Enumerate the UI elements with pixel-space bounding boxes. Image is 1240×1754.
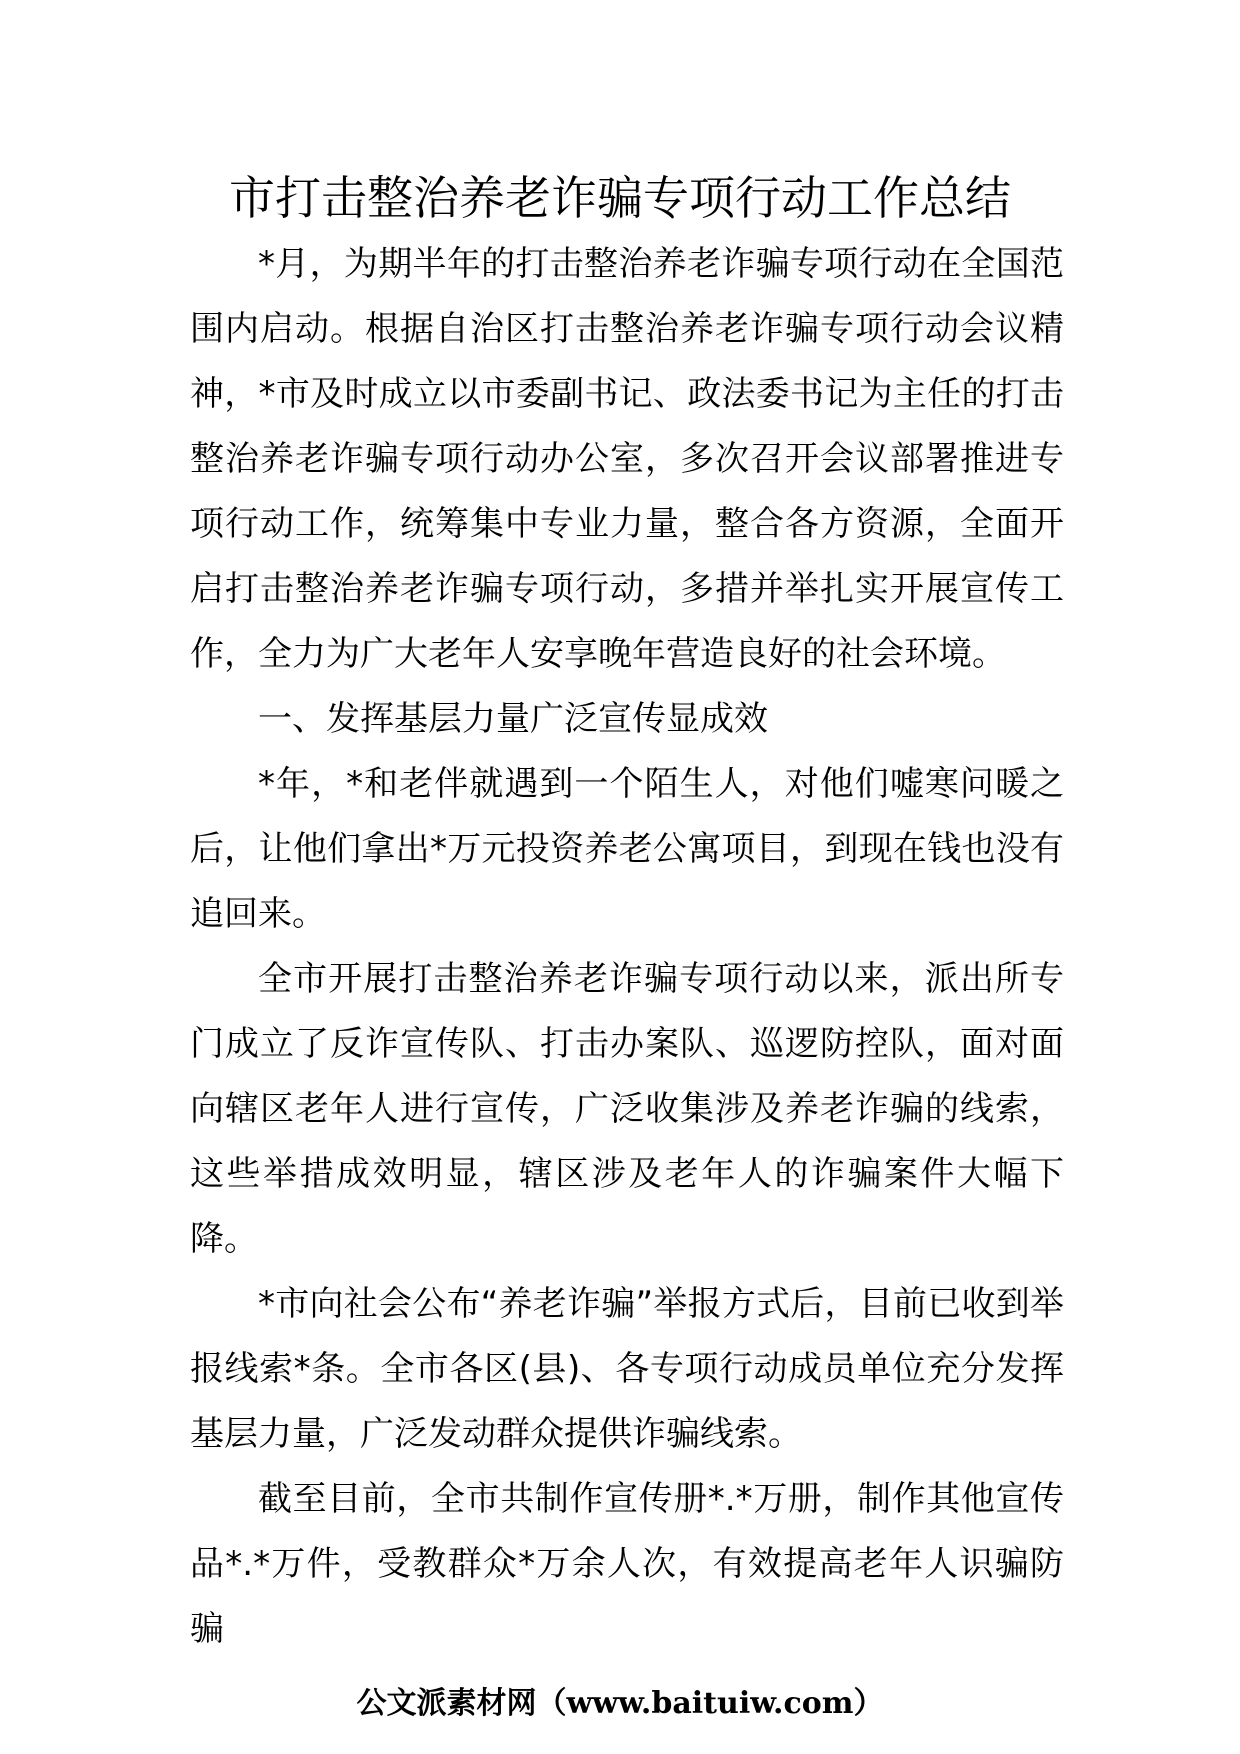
paragraph-intro: *月，为期半年的打击整治养老诈骗专项行动在全国范围内启动。根据自治区打击整治养老诈骗专项行动会议精神，*市及时成立以市委副书记、政法委书记为主任的打击整治养老诈骗专项行动办公室，多次召开会议部署推进专项行动工作，统筹集中专业力量，整合各方资源，全面开启打击整治养老诈骗专项行动，多措并举扎实开展宣传工作，全力为广大老年人安享晚年营造良好的社会环境。 [190,244,1064,674]
document-title: 市打击整治养老诈骗专项行动工作总结 [229,171,1011,225]
section-heading-1: 一、发挥基层力量广泛宣传显成效 [258,699,768,739]
paragraph-report-clues: *市向社会公布“养老诈骗”举报方式后，目前已收到举报线索*条。全市各区(县)、各专项行动成员单位充分发挥基层力量，广泛发动群众提供诈骗线索。 [190,1284,1064,1454]
paragraph-police-measures: 全市开展打击整治养老诈骗专项行动以来，派出所专门成立了反诈宣传队、打击办案队、巡逻防控队，面对面向辖区老年人进行宣传，广泛收集涉及养老诈骗的线索，这些举措成效明显，辖区涉及老年人的诈骗案件大幅下降。 [190,959,1064,1259]
document-body [190,232,1064,1662]
paragraph-case-example: *年，*和老伴就遇到一个陌生人，对他们嘘寒问暖之后，让他们拿出*万元投资养老公寓项目，到现在钱也没有追回来。 [190,764,1064,934]
paragraph-publicity-stats: 截至目前，全市共制作宣传册*.*万册，制作其他宣传品*.*万件，受教群众*万余人次，有效提高老年人识骗防骗 [190,1479,1064,1649]
footer-watermark: 公文派素材网（www.baituiw.com） [356,1686,884,1721]
